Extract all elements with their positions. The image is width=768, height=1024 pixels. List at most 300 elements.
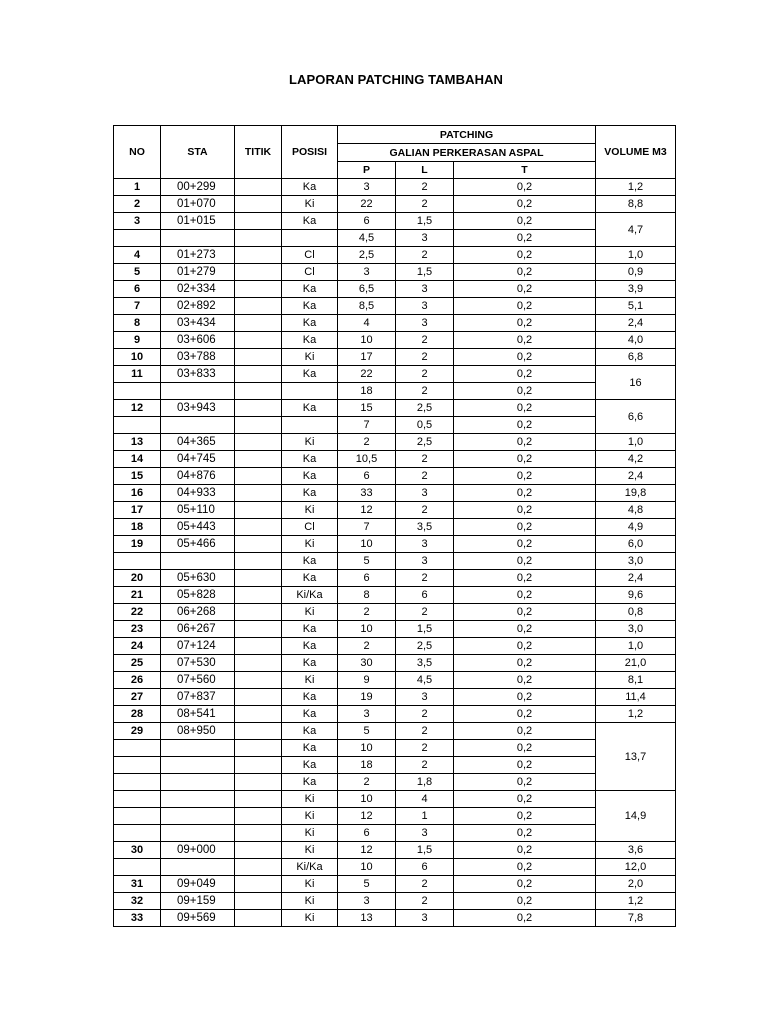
cell-volume: 5,1 [596, 298, 676, 315]
cell-p: 5 [338, 876, 396, 893]
cell-titik [235, 179, 282, 196]
cell-p: 2 [338, 638, 396, 655]
cell-p: 10 [338, 621, 396, 638]
cell-sta [161, 757, 235, 774]
cell-titik [235, 706, 282, 723]
cell-sta: 06+268 [161, 604, 235, 621]
cell-titik [235, 196, 282, 213]
cell-p: 12 [338, 842, 396, 859]
cell-posisi: Ki [282, 808, 338, 825]
table-row [114, 723, 676, 740]
cell-no: 2 [114, 196, 161, 213]
cell-volume: 4,8 [596, 502, 676, 519]
cell-t: 0,2 [454, 825, 596, 842]
cell-volume: 3,0 [596, 621, 676, 638]
cell-posisi: Ka [282, 570, 338, 587]
cell-p: 15 [338, 400, 396, 417]
cell-posisi: Ka [282, 179, 338, 196]
cell-volume: 1,2 [596, 893, 676, 910]
table-row [114, 706, 676, 723]
header-posisi: POSISI [282, 126, 338, 179]
table-row [114, 247, 676, 264]
cell-posisi: Ki/Ka [282, 587, 338, 604]
cell-l: 2 [396, 366, 454, 383]
table-row [114, 638, 676, 655]
cell-titik [235, 638, 282, 655]
cell-t: 0,2 [454, 876, 596, 893]
table-row [114, 366, 676, 383]
cell-volume: 4,7 [596, 213, 676, 247]
cell-t: 0,2 [454, 400, 596, 417]
table-header [114, 126, 676, 179]
cell-p: 6,5 [338, 281, 396, 298]
cell-t: 0,2 [454, 332, 596, 349]
cell-sta: 01+070 [161, 196, 235, 213]
cell-titik [235, 434, 282, 451]
cell-no: 8 [114, 315, 161, 332]
cell-t: 0,2 [454, 502, 596, 519]
cell-t: 0,2 [454, 247, 596, 264]
cell-titik [235, 502, 282, 519]
cell-no: 9 [114, 332, 161, 349]
cell-titik [235, 672, 282, 689]
cell-t: 0,2 [454, 604, 596, 621]
cell-no [114, 553, 161, 570]
cell-posisi: Ka [282, 400, 338, 417]
cell-sta: 05+443 [161, 519, 235, 536]
cell-p: 6 [338, 825, 396, 842]
cell-titik [235, 604, 282, 621]
cell-no: 1 [114, 179, 161, 196]
cell-l: 1,5 [396, 621, 454, 638]
cell-no: 4 [114, 247, 161, 264]
cell-titik [235, 417, 282, 434]
cell-titik [235, 910, 282, 927]
cell-sta: 01+279 [161, 264, 235, 281]
cell-sta: 09+569 [161, 910, 235, 927]
table-row [114, 315, 676, 332]
cell-sta [161, 553, 235, 570]
cell-volume: 1,0 [596, 638, 676, 655]
cell-l: 2,5 [396, 400, 454, 417]
table-row [114, 536, 676, 553]
table-body [114, 179, 676, 927]
cell-t: 0,2 [454, 417, 596, 434]
cell-sta [161, 825, 235, 842]
header-no: NO [114, 126, 161, 179]
cell-sta: 09+000 [161, 842, 235, 859]
table-row [114, 213, 676, 230]
cell-sta: 03+606 [161, 332, 235, 349]
cell-no: 15 [114, 468, 161, 485]
cell-posisi: Ka [282, 740, 338, 757]
cell-t: 0,2 [454, 808, 596, 825]
cell-posisi [282, 417, 338, 434]
cell-posisi: Ka [282, 485, 338, 502]
table-row [114, 332, 676, 349]
cell-posisi: Ka [282, 298, 338, 315]
cell-titik [235, 621, 282, 638]
cell-posisi: Ki [282, 910, 338, 927]
cell-t: 0,2 [454, 621, 596, 638]
cell-p: 9 [338, 672, 396, 689]
cell-posisi: Ka [282, 638, 338, 655]
cell-sta: 03+788 [161, 349, 235, 366]
cell-p: 10 [338, 536, 396, 553]
table-row [114, 689, 676, 706]
cell-no [114, 417, 161, 434]
cell-p: 10 [338, 791, 396, 808]
cell-sta [161, 740, 235, 757]
cell-posisi: Ki [282, 842, 338, 859]
cell-no [114, 383, 161, 400]
cell-l: 6 [396, 859, 454, 876]
cell-no [114, 740, 161, 757]
cell-sta: 07+530 [161, 655, 235, 672]
cell-no: 16 [114, 485, 161, 502]
cell-volume: 2,4 [596, 570, 676, 587]
cell-posisi: Ka [282, 757, 338, 774]
cell-l: 2 [396, 332, 454, 349]
cell-t: 0,2 [454, 706, 596, 723]
cell-titik [235, 570, 282, 587]
cell-t: 0,2 [454, 264, 596, 281]
cell-volume: 4,9 [596, 519, 676, 536]
cell-posisi: Ki [282, 672, 338, 689]
cell-t: 0,2 [454, 536, 596, 553]
cell-t: 0,2 [454, 468, 596, 485]
table-row [114, 604, 676, 621]
cell-posisi: Ki [282, 825, 338, 842]
cell-no: 24 [114, 638, 161, 655]
cell-l: 2 [396, 468, 454, 485]
cell-volume: 8,8 [596, 196, 676, 213]
cell-p: 6 [338, 570, 396, 587]
header-volume: VOLUME M3 [596, 126, 676, 179]
cell-titik [235, 774, 282, 791]
cell-titik [235, 451, 282, 468]
cell-posisi: Ka [282, 468, 338, 485]
cell-no: 30 [114, 842, 161, 859]
cell-volume: 14,9 [596, 791, 676, 842]
cell-p: 5 [338, 553, 396, 570]
cell-posisi [282, 230, 338, 247]
table-row [114, 859, 676, 876]
cell-posisi: Ki [282, 434, 338, 451]
cell-no: 27 [114, 689, 161, 706]
cell-sta: 01+273 [161, 247, 235, 264]
cell-volume: 3,6 [596, 842, 676, 859]
cell-t: 0,2 [454, 842, 596, 859]
table-row [114, 400, 676, 417]
cell-t: 0,2 [454, 281, 596, 298]
cell-sta: 02+334 [161, 281, 235, 298]
table-row [114, 485, 676, 502]
table-row [114, 298, 676, 315]
cell-no [114, 774, 161, 791]
cell-p: 6 [338, 213, 396, 230]
cell-l: 3 [396, 485, 454, 502]
cell-p: 30 [338, 655, 396, 672]
cell-volume: 1,0 [596, 247, 676, 264]
table-row [114, 621, 676, 638]
cell-titik [235, 281, 282, 298]
cell-posisi: Ki [282, 604, 338, 621]
cell-titik [235, 485, 282, 502]
cell-l: 2 [396, 383, 454, 400]
table-row [114, 434, 676, 451]
cell-t: 0,2 [454, 859, 596, 876]
cell-sta [161, 791, 235, 808]
cell-posisi: Ki [282, 893, 338, 910]
table-row [114, 230, 676, 247]
cell-titik [235, 842, 282, 859]
cell-l: 1,5 [396, 213, 454, 230]
cell-titik [235, 825, 282, 842]
cell-titik [235, 315, 282, 332]
cell-l: 2 [396, 757, 454, 774]
cell-sta: 04+933 [161, 485, 235, 502]
cell-p: 33 [338, 485, 396, 502]
cell-posisi: Ki [282, 349, 338, 366]
cell-no: 22 [114, 604, 161, 621]
table-row [114, 825, 676, 842]
cell-no: 20 [114, 570, 161, 587]
cell-sta [161, 383, 235, 400]
table-row [114, 264, 676, 281]
table-row [114, 774, 676, 791]
cell-p: 18 [338, 383, 396, 400]
cell-no: 3 [114, 213, 161, 230]
cell-l: 2 [396, 604, 454, 621]
cell-no: 26 [114, 672, 161, 689]
cell-volume: 21,0 [596, 655, 676, 672]
cell-titik [235, 876, 282, 893]
cell-p: 10,5 [338, 451, 396, 468]
cell-posisi: Ka [282, 366, 338, 383]
cell-volume: 9,6 [596, 587, 676, 604]
cell-l: 2 [396, 196, 454, 213]
cell-l: 2 [396, 893, 454, 910]
cell-sta: 08+541 [161, 706, 235, 723]
cell-titik [235, 740, 282, 757]
cell-p: 6 [338, 468, 396, 485]
cell-p: 10 [338, 859, 396, 876]
cell-t: 0,2 [454, 451, 596, 468]
table-row [114, 281, 676, 298]
cell-sta: 07+560 [161, 672, 235, 689]
cell-no [114, 825, 161, 842]
cell-volume: 7,8 [596, 910, 676, 927]
cell-sta: 04+745 [161, 451, 235, 468]
cell-l: 2 [396, 451, 454, 468]
cell-titik [235, 587, 282, 604]
cell-l: 3 [396, 230, 454, 247]
cell-posisi: Ka [282, 451, 338, 468]
cell-posisi: Cl [282, 264, 338, 281]
table-row [114, 587, 676, 604]
cell-sta: 06+267 [161, 621, 235, 638]
cell-no: 31 [114, 876, 161, 893]
cell-titik [235, 400, 282, 417]
cell-no: 33 [114, 910, 161, 927]
cell-no [114, 230, 161, 247]
table-row [114, 808, 676, 825]
table-row [114, 910, 676, 927]
cell-l: 3 [396, 298, 454, 315]
cell-l: 3 [396, 553, 454, 570]
cell-titik [235, 349, 282, 366]
table-row [114, 655, 676, 672]
cell-p: 12 [338, 502, 396, 519]
table-row [114, 672, 676, 689]
cell-no: 12 [114, 400, 161, 417]
cell-sta: 01+015 [161, 213, 235, 230]
cell-sta [161, 417, 235, 434]
cell-volume: 3,0 [596, 553, 676, 570]
cell-volume: 3,9 [596, 281, 676, 298]
header-patching: PATCHING [338, 126, 596, 144]
cell-titik [235, 264, 282, 281]
table-row [114, 417, 676, 434]
cell-sta: 02+892 [161, 298, 235, 315]
cell-t: 0,2 [454, 587, 596, 604]
cell-l: 3 [396, 910, 454, 927]
cell-volume: 2,0 [596, 876, 676, 893]
cell-posisi: Ki/Ka [282, 859, 338, 876]
cell-l: 2 [396, 876, 454, 893]
cell-t: 0,2 [454, 672, 596, 689]
cell-titik [235, 536, 282, 553]
cell-titik [235, 808, 282, 825]
cell-sta: 09+159 [161, 893, 235, 910]
cell-l: 2,5 [396, 434, 454, 451]
table-row [114, 502, 676, 519]
cell-l: 3 [396, 825, 454, 842]
cell-titik [235, 298, 282, 315]
cell-sta: 04+876 [161, 468, 235, 485]
table-row [114, 893, 676, 910]
table-row [114, 876, 676, 893]
cell-l: 3,5 [396, 655, 454, 672]
cell-p: 8,5 [338, 298, 396, 315]
cell-no [114, 791, 161, 808]
cell-volume: 12,0 [596, 859, 676, 876]
cell-l: 1 [396, 808, 454, 825]
cell-sta: 07+124 [161, 638, 235, 655]
cell-sta: 09+049 [161, 876, 235, 893]
cell-posisi: Ki [282, 536, 338, 553]
header-titik: TITIK [235, 126, 282, 179]
cell-p: 13 [338, 910, 396, 927]
cell-p: 12 [338, 808, 396, 825]
cell-p: 22 [338, 196, 396, 213]
cell-titik [235, 655, 282, 672]
cell-sta [161, 774, 235, 791]
cell-sta: 03+434 [161, 315, 235, 332]
cell-no: 29 [114, 723, 161, 740]
cell-p: 5 [338, 723, 396, 740]
cell-p: 3 [338, 706, 396, 723]
cell-no: 5 [114, 264, 161, 281]
cell-t: 0,2 [454, 689, 596, 706]
cell-sta: 05+110 [161, 502, 235, 519]
header-galian: GALIAN PERKERASAN ASPAL [338, 144, 596, 162]
cell-l: 3 [396, 536, 454, 553]
cell-t: 0,2 [454, 366, 596, 383]
cell-volume: 1,2 [596, 179, 676, 196]
table-row [114, 757, 676, 774]
cell-volume: 16 [596, 366, 676, 400]
cell-posisi [282, 383, 338, 400]
cell-l: 2 [396, 740, 454, 757]
cell-p: 22 [338, 366, 396, 383]
cell-no [114, 859, 161, 876]
header-sta: STA [161, 126, 235, 179]
header-l: L [396, 162, 454, 179]
cell-t: 0,2 [454, 383, 596, 400]
cell-volume: 8,1 [596, 672, 676, 689]
cell-t: 0,2 [454, 553, 596, 570]
cell-volume: 4,0 [596, 332, 676, 349]
cell-no: 10 [114, 349, 161, 366]
cell-no: 14 [114, 451, 161, 468]
cell-no: 28 [114, 706, 161, 723]
table-row [114, 383, 676, 400]
cell-titik [235, 791, 282, 808]
cell-titik [235, 689, 282, 706]
cell-sta: 07+837 [161, 689, 235, 706]
cell-volume: 6,0 [596, 536, 676, 553]
cell-t: 0,2 [454, 179, 596, 196]
table-row [114, 451, 676, 468]
table-row [114, 196, 676, 213]
cell-p: 2,5 [338, 247, 396, 264]
cell-volume: 1,0 [596, 434, 676, 451]
cell-posisi: Ka [282, 655, 338, 672]
cell-p: 7 [338, 417, 396, 434]
cell-posisi: Ka [282, 621, 338, 638]
cell-t: 0,2 [454, 349, 596, 366]
cell-no [114, 757, 161, 774]
cell-posisi: Ka [282, 281, 338, 298]
cell-titik [235, 519, 282, 536]
cell-t: 0,2 [454, 740, 596, 757]
table-row [114, 570, 676, 587]
cell-sta [161, 859, 235, 876]
cell-p: 10 [338, 740, 396, 757]
table-row [114, 179, 676, 196]
cell-t: 0,2 [454, 655, 596, 672]
cell-l: 2 [396, 349, 454, 366]
cell-posisi: Ki [282, 196, 338, 213]
cell-sta [161, 230, 235, 247]
cell-p: 17 [338, 349, 396, 366]
cell-l: 6 [396, 587, 454, 604]
table-row [114, 740, 676, 757]
cell-volume: 19,8 [596, 485, 676, 502]
cell-t: 0,2 [454, 910, 596, 927]
document-title: LAPORAN PATCHING TAMBAHAN [288, 72, 504, 87]
cell-volume: 1,2 [596, 706, 676, 723]
cell-l: 3,5 [396, 519, 454, 536]
cell-p: 18 [338, 757, 396, 774]
cell-volume: 6,8 [596, 349, 676, 366]
cell-sta [161, 808, 235, 825]
cell-sta: 05+630 [161, 570, 235, 587]
cell-sta: 03+943 [161, 400, 235, 417]
cell-titik [235, 332, 282, 349]
